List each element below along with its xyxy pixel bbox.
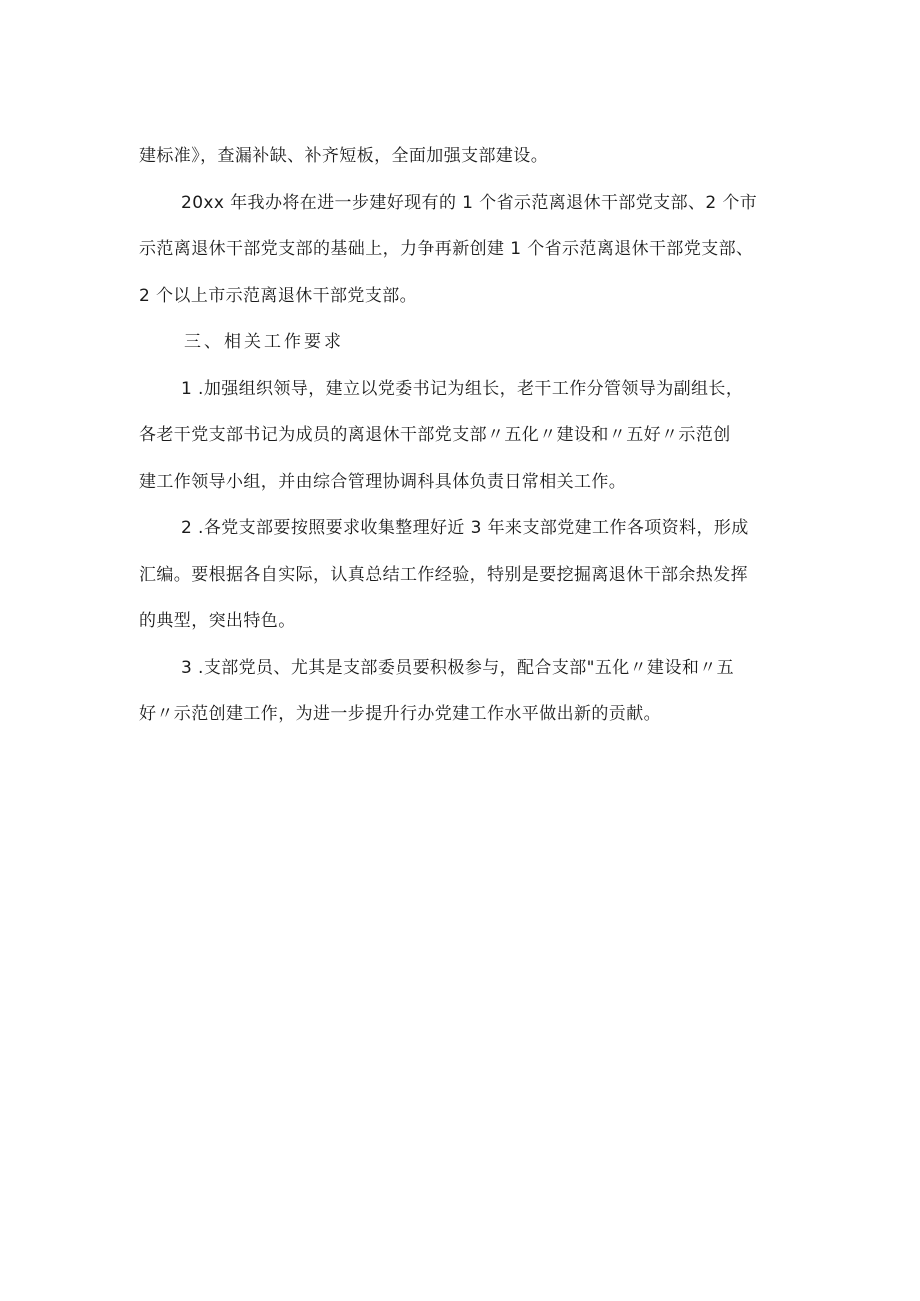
text-line: 的典型，突出特色。: [139, 611, 296, 631]
heading-text: 三、相关工作要求: [184, 332, 344, 352]
text-line: 建工作领导小组，并由综合管理协调科具体负责日常相关工作。: [139, 471, 627, 492]
paragraph-continuation: [139, 133, 789, 180]
text-line: 汇编。要根据各自实际，认真总结工作经验，特别是要挖掘离退休干部余热发挥: [139, 564, 748, 585]
text-line: 20xx 年我办将在进一步建好现有的 1 个省示范离退休干部党支部、2 个市: [181, 192, 758, 213]
list-item-2: [139, 505, 789, 645]
text-line: 建标准》，查漏补缺、补齐短板，全面加强支部建设。: [139, 146, 549, 166]
text-line: 示范离退休干部党支部的基础上，力争再新创建 1 个省示范离退休干部党支部、: [139, 239, 754, 259]
text-line: 3 .支部党员、尤其是支部委员要积极参与，配合支部"五化〃建设和〃五: [181, 657, 735, 678]
paragraph-goal: [139, 180, 789, 320]
list-item-3: [139, 645, 789, 738]
document-body: [139, 133, 789, 738]
text-line: 各老干党支部书记为成员的离退休干部党支部〃五化〃建设和〃五好〃示范创: [139, 425, 731, 445]
text-line: 好〃示范创建工作，为进一步提升行办党建工作水平做出新的贡献。: [139, 704, 661, 724]
list-item-1: [139, 366, 789, 506]
text-line: 2 .各党支部要按照要求收集整理好近 3 年来支部党建工作各项资料，形成: [181, 518, 749, 538]
text-line: 2 个以上市示范离退休干部党支部。: [139, 285, 418, 306]
section-heading: [139, 319, 789, 366]
text-line: 1 .加强组织领导，建立以党委书记为组长，老干工作分管领导为副组长，: [181, 378, 744, 399]
